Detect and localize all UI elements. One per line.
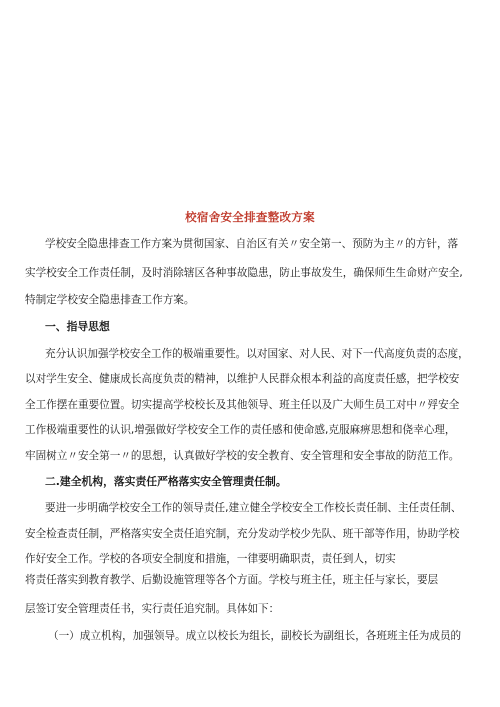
paragraph-line: 将责任落实到教育教学、后勤设施管理等各个方面。学校与班主任，班主任与家长，要层: [25, 574, 439, 586]
paragraph-line: 安全检查责任制，严格落实安全责任追究制，充分发动学校少先队、班干部等作用，协助学校: [25, 528, 460, 540]
section-heading: 二.建全机构，落实责任严格落实安全管理责任制。: [45, 475, 287, 488]
paragraph-line: 实学校安全工作责任制，及时消除辖区各种事故隐患，防止事故发生，确保师生生命财产安全,: [25, 267, 463, 279]
paragraph-line: 全工作摆在重要位置。切实提高学校校长及其他领导、班主任以及广大师生员工对中〃殍安全: [25, 399, 460, 411]
paragraph-line: 工作极端重要性的认识,增强做好学校安全工作的责任感和使命感,克服麻痹思想和侥幸心理，: [25, 424, 456, 436]
paragraph-line: 层签订安全管理责任书，实行责任追究制。具体如下：: [25, 603, 280, 615]
paragraph-line: 牢固树立〃安全第一〃的思想，认真做好学校的安全教育、安全管理和安全事故的防范工作。: [25, 450, 460, 462]
paragraph-line: 特制定学校安全隐患排查工作方案。: [25, 294, 195, 306]
paragraph-line: 作好安全工作。学校的各项安全制度和措施，一律要明确职责，责任到人，切实: [25, 553, 396, 565]
paragraph-line: 充分认识加强学校安全工作的极端重要性。以对国家、对人民、对下一代高度负责的态度，: [45, 348, 469, 360]
paragraph-line: 要进一步明确学校安全工作的领导责任,建立健全学校安全工作校长责任制、主任责任制、: [45, 502, 462, 514]
paragraph-line: 学校安全隐患排查工作方案为贯彻国家、自治区有关〃安全第一、预防为主〃的方针，落: [45, 238, 459, 250]
paragraph-line: 以对学生安全、健康成长高度负责的精神，以维护人民群众根本利益的高度责任感，把学校安: [25, 373, 460, 385]
paragraph-line: （一）成立机构，加强领导。成立以校长为组长，副校长为副组长，各班班主任为成员的: [48, 630, 462, 642]
document-title: 校宿舍安全排查整改方案: [185, 210, 315, 224]
section-heading: 一、指导思想: [45, 320, 110, 333]
